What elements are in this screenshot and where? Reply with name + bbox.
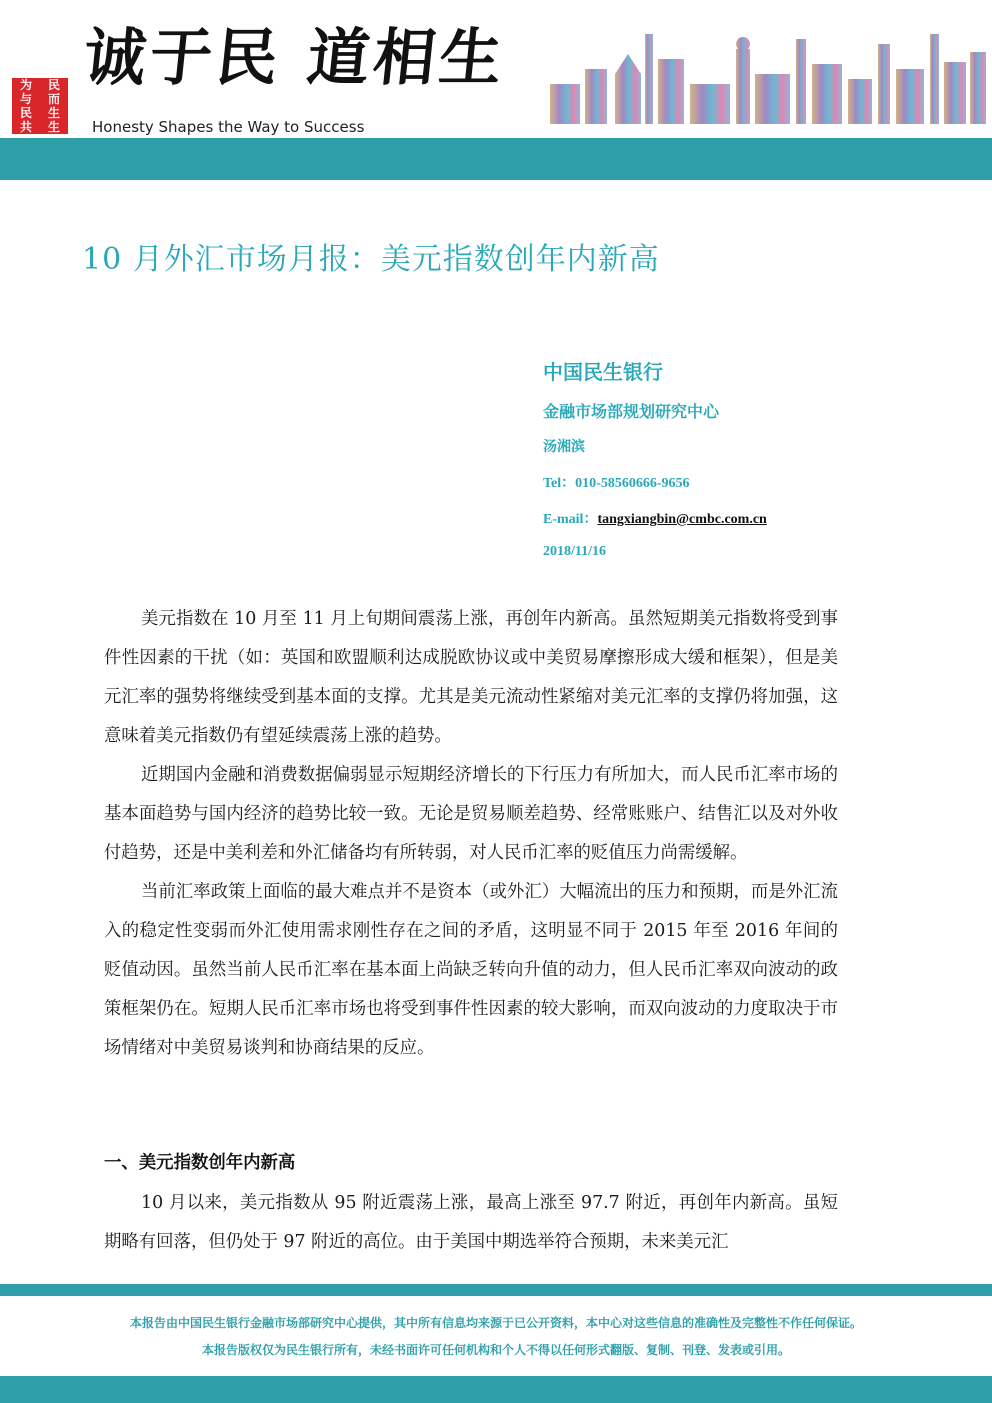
disclaimer-line: 本报告版权仅为民生银行所有，未经书面许可任何机构和个人不得以任何形式翻版、复制、刊登、发表或引用。	[201, 1343, 790, 1357]
seal-char: 而	[47, 92, 60, 106]
section-heading: 一、美元指数创年内新高	[104, 1153, 296, 1173]
header-band	[0, 138, 992, 180]
section-body	[104, 1184, 838, 1262]
slogan-calligraphy: 诚于民 道相生	[80, 21, 510, 94]
footer-band-top	[0, 1284, 992, 1296]
seal-char: 民	[19, 106, 32, 120]
author-block	[543, 356, 767, 576]
email-link[interactable]: tangxiangbin@cmbc.com.cn	[597, 512, 767, 527]
disclaimer	[0, 1314, 992, 1368]
slogan-english: Honesty Shapes the Way to Success	[92, 118, 365, 136]
bank-seal-logo	[12, 78, 68, 134]
paragraph: 近期国内金融和消费数据偏弱显示短期经济增长的下行压力有所加大，而人民币汇率市场的基本面趋势与国内经济的趋势比较一致。无论是贸易顺差趋势、经常账账户、结售汇以及对外收付趋势，还是中美利差和外汇储备均有所转弱，对人民币汇率的贬值压力尚需缓解。	[104, 765, 838, 863]
bank-name: 中国民生银行	[543, 360, 663, 384]
paragraph: 美元指数在 10 月至 11 月上旬期间震荡上涨，再创年内新高。虽然短期美元指数将受到事件性因素的干扰（如：英国和欧盟顺利达成脱欧协议或中美贸易摩擦形成大缓和框架），但是美元汇率的强势将继续受到基本面的支撑。尤其是美元流动性紧缩对美元汇率的支撑仍将加强，这意味着美元指数仍有望延续震荡上涨的趋势。	[104, 609, 838, 746]
summary-body	[104, 600, 838, 1068]
seal-char: 生	[47, 120, 60, 134]
disclaimer-line: 本报告由中国民生银行金融市场部研究中心提供，其中所有信息均来源于已公开资料，本中心对这些信息的准确性及完整性不作任何保证。	[129, 1316, 862, 1330]
page-header	[0, 0, 992, 180]
seal-char: 民	[47, 78, 60, 92]
footer-band-bottom	[0, 1376, 992, 1403]
author-email	[543, 508, 767, 528]
seal-char: 共	[19, 120, 32, 134]
seal-char: 与	[19, 92, 32, 106]
report-date: 2018/11/16	[543, 544, 607, 559]
email-label: E-mail：	[543, 512, 598, 527]
author-tel: Tel：010-58560666-9656	[543, 476, 690, 491]
paragraph: 10 月以来，美元指数从 95 附近震荡上涨，最高上涨至 97.7 附近，再创年内新高。虽短期略有回落，但仍处于 97 附近的高位。由于美国中期选举符合预期，未来美元汇	[104, 1193, 838, 1252]
report-title: 10 月外汇市场月报：美元指数创年内新高	[82, 242, 660, 277]
seal-char: 为	[19, 78, 32, 92]
paragraph: 当前汇率政策上面临的最大难点并不是资本（或外汇）大幅流出的压力和预期，而是外汇流入的稳定性变弱而外汇使用需求刚性存在之间的矛盾，这明显不同于 2015 年至 2016 年间的贬值动因。虽然当前人民币汇率在基本面上尚缺乏转向升值的动力，但人民币汇率双向波动的政策框架仍在。短期人民币汇率市场也将受到事件性因素的较大影响，而双向波动的力度取决于市场情绪对中美贸易谈判和协商结果的反应。	[104, 882, 838, 1058]
seal-char: 生	[47, 106, 60, 120]
department-name: 金融市场部规划研究中心	[543, 402, 720, 421]
author-name: 汤湘滨	[543, 439, 585, 455]
city-skyline-illustration	[540, 14, 992, 134]
